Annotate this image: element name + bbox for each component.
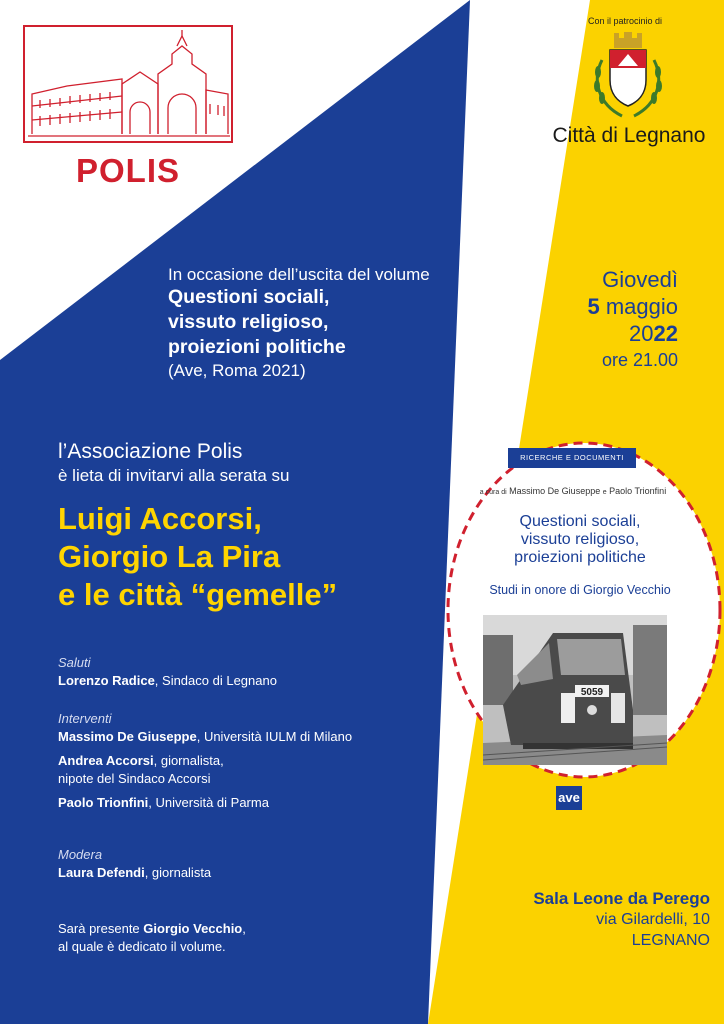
interventi-label: Interventi (58, 711, 112, 726)
book-editors (448, 486, 698, 496)
saluti-name: Lorenzo Radice (58, 673, 155, 688)
program-saluti (58, 654, 438, 690)
city-crest-icon (588, 30, 668, 122)
speaker-3-role: , Università di Parma (148, 795, 269, 810)
book-title-2: vissuto religioso, (520, 531, 640, 548)
speaker-1-name: Massimo De Giuseppe (58, 729, 197, 744)
association-name: l’Associazione Polis (58, 440, 243, 463)
invite-line: è lieta di invitarvi alla serata su (58, 466, 290, 485)
closing-1c: , (242, 921, 246, 936)
intro-book-title-3: proiezioni politiche (168, 336, 346, 358)
date-day: 5 (587, 294, 600, 319)
closing-guest: Giorgio Vecchio (143, 921, 243, 936)
closing-2: al quale è dedicato il volume. (58, 939, 226, 954)
venue-city: LEGNANO (631, 932, 710, 949)
event-title-1: Luigi Accorsi, (58, 501, 262, 536)
moderator-role: , giornalista (144, 865, 212, 880)
speaker-2-role-2: nipote del Sindaco Accorsi (58, 771, 211, 786)
date-time: ore 21.00 (601, 350, 678, 370)
saluti-label: Saluti (58, 655, 91, 670)
book-title-1: Questioni sociali, (519, 513, 641, 530)
intro-book-title-2: vissuto religioso, (168, 311, 329, 333)
tram-number: 5059 (580, 687, 604, 698)
intro-block (168, 264, 498, 381)
speaker-2-role: , giornalista, (153, 753, 224, 768)
editors-and: e (602, 489, 607, 496)
polis-logo (22, 24, 234, 200)
event-title-2: Giorgio La Pira (58, 539, 281, 574)
venue-name: Sala Leone da Perego (533, 889, 710, 908)
event-date (518, 266, 678, 374)
event-title-3: e le città “gemelle” (58, 577, 338, 612)
book-title-3: proiezioni politiche (514, 549, 646, 566)
date-month: maggio (599, 294, 678, 319)
editor-2: Paolo Trionfini (609, 486, 667, 496)
date-weekday: Giovedì (602, 267, 678, 292)
editor-1: Massimo De Giuseppe (509, 486, 601, 496)
book-series-label: RICERCHE E DOCUMENTI (508, 448, 636, 468)
speaker-2-name: Andrea Accorsi (58, 753, 154, 768)
editors-prefix: a cura di (479, 489, 507, 496)
book-subtitle: Studi in onore di Giorgio Vecchio (489, 583, 671, 597)
closing-1a: Sarà presente (58, 921, 144, 936)
event-title (58, 500, 478, 614)
venue-address: via Gilardelli, 10 (596, 911, 710, 928)
ave-publisher-logo: ave (556, 786, 582, 810)
moderator-name: Laura Defendi (58, 865, 145, 880)
book-title (470, 513, 690, 567)
venue-block (470, 888, 710, 951)
program-closing (58, 920, 438, 956)
intro-publisher: (Ave, Roma 2021) (168, 361, 306, 380)
saluti-role: , Sindaco di Legnano (154, 673, 277, 688)
intro-book-title-1: Questioni sociali, (168, 286, 330, 308)
speaker-3-name: Paolo Trionfini (58, 795, 149, 810)
speaker-1-role: , Università IULM di Milano (196, 729, 353, 744)
date-year-b: 22 (653, 321, 678, 346)
modera-label: Modera (58, 847, 103, 862)
invite-intro (58, 440, 458, 488)
date-year-a: 20 (629, 321, 654, 346)
city-name: Città di Legnano (552, 124, 706, 147)
program-interventi (58, 710, 438, 812)
patronage-label: Con il patrocinio di (587, 16, 663, 26)
tram-photo (483, 615, 667, 765)
program-modera (58, 846, 438, 882)
polis-building-illustration (22, 24, 234, 144)
intro-line: In occasione dell’uscita del volume (168, 265, 430, 284)
polis-wordmark: POLIS (75, 152, 181, 189)
